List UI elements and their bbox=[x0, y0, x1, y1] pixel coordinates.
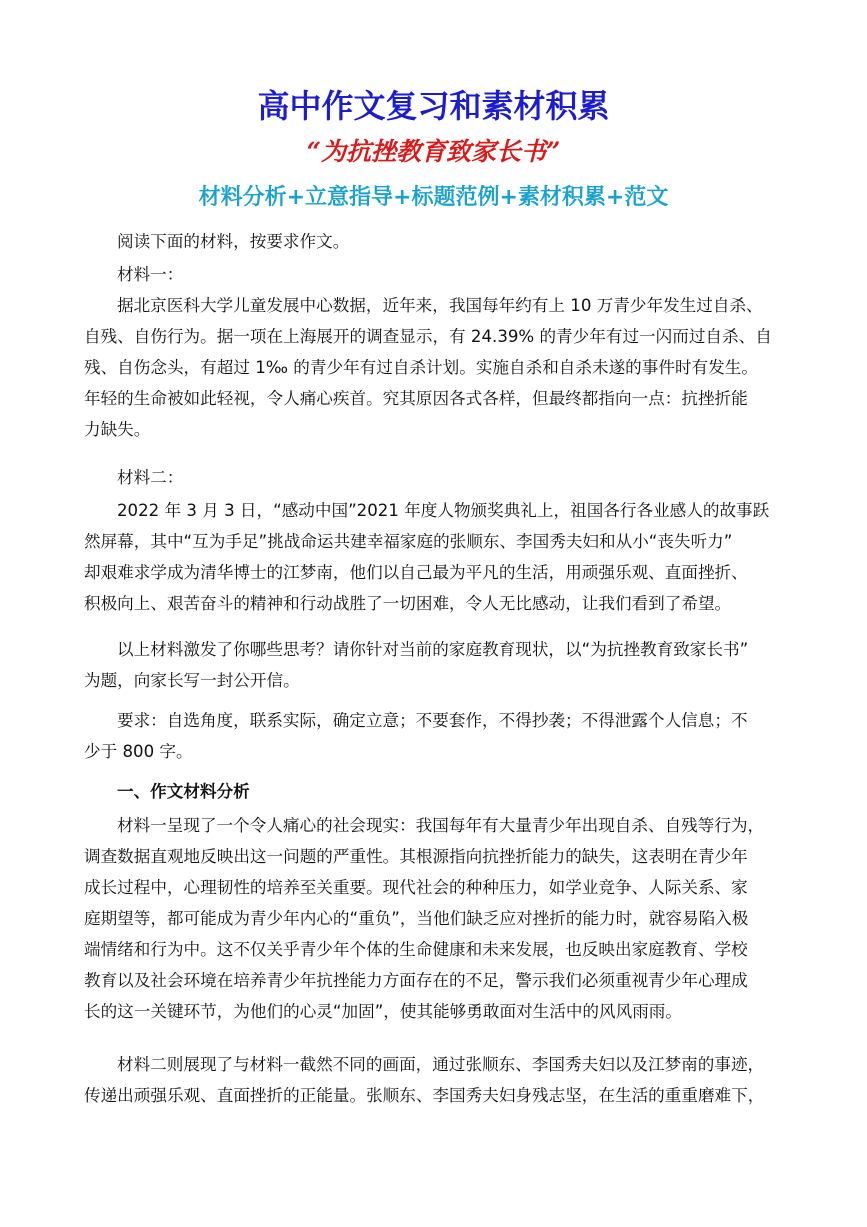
analysis1-line: 调查数据直观地反映出这一问题的严重性。其根源指向抗挫折能力的缺失，这表明在青少年 bbox=[84, 847, 748, 866]
requirement-line: 少于 800 字。 bbox=[84, 742, 193, 761]
section-heading-analysis: 一、作文材料分析 bbox=[117, 782, 250, 801]
material1-line: 据北京医科大学儿童发展中心数据，近年来，我国每年约有上 10 万青少年发生过自杀、 bbox=[117, 296, 763, 315]
material1-line: 自残、自伤行为。据一项在上海展开的调查显示，有 24.39% 的青少年有过一闪而过自杀、自 bbox=[84, 327, 772, 346]
prompt-line: 以上材料激发了你哪些思考？请你针对当前的家庭教育现状，以“为抗挫教育致家长书” bbox=[117, 640, 749, 659]
material2-line: 积极向上、艰苦奋斗的精神和行动战胜了一切困难，令人无比感动，让我们看到了希望。 bbox=[84, 594, 732, 613]
material1-line: 年轻的生命被如此轻视，令人痛心疾首。究其原因各式各样，但最终都指向一点：抗挫折能 bbox=[84, 389, 748, 408]
material1-paragraph bbox=[84, 290, 797, 445]
content-tagline: 材料分析+立意指导+标题范例+素材积累+范文 bbox=[198, 185, 669, 210]
document-title: 高中作文复习和素材积累 bbox=[257, 87, 610, 125]
material2-paragraph bbox=[84, 495, 797, 619]
material1-line: 残、自伤念头，有超过 1‰ 的青少年有过自杀计划。实施自杀和自杀未遂的事件时有发生。 bbox=[84, 358, 758, 377]
analysis2-paragraph bbox=[84, 1049, 797, 1111]
analysis1-line: 教育以及社会环境在培养青少年抗挫能力方面存在的不足，警示我们必须重视青少年心理成 bbox=[84, 971, 748, 990]
material2-label: 材料二： bbox=[117, 468, 184, 487]
intro-line: 阅读下面的材料，按要求作文。 bbox=[117, 232, 350, 251]
material1-label: 材料一： bbox=[117, 265, 184, 284]
analysis1-paragraph bbox=[84, 810, 797, 1027]
material2-line: 却艰难求学成为清华博士的江梦南，他们以自己最为平凡的生活，用顽强乐观、直面挫折、 bbox=[84, 563, 748, 582]
writing-requirements bbox=[84, 705, 797, 767]
requirement-line: 要求：自选角度，联系实际，确定立意；不要套作，不得抄袭；不得泄露个人信息；不 bbox=[117, 711, 748, 730]
material2-line: 然屏幕，其中“互为手足”挑战命运共建幸福家庭的张顺东、李国秀夫妇和从小“丧失听力” bbox=[84, 532, 733, 551]
analysis2-line: 传递出顽强乐观、直面挫折的正能量。张顺东、李国秀夫妇身残志坚，在生活的重重磨难下， bbox=[84, 1086, 765, 1105]
material2-line: 2022 年 3 月 3 日，“感动中国”2021 年度人物颁奖典礼上，祖国各行各业感人的故事跃 bbox=[117, 501, 770, 520]
essay-topic-subtitle: “为抗挫教育致家长书” bbox=[306, 137, 561, 166]
writing-prompt bbox=[84, 634, 797, 696]
prompt-line: 为题，向家长写一封公开信。 bbox=[84, 671, 300, 690]
analysis2-line: 材料二则展现了与材料一截然不同的画面，通过张顺东、李国秀夫妇以及江梦南的事迹， bbox=[117, 1055, 765, 1074]
analysis1-line: 端情绪和行为中。这不仅关乎青少年个体的生命健康和未来发展，也反映出家庭教育、学校 bbox=[84, 940, 748, 959]
analysis1-line: 材料一呈现了一个令人痛心的社会现实：我国每年有大量青少年出现自杀、自残等行为， bbox=[117, 816, 765, 835]
material1-line: 力缺失。 bbox=[84, 420, 151, 439]
analysis1-line: 成长过程中，心理韧性的培养至关重要。现代社会的种种压力，如学业竞争、人际关系、家 bbox=[84, 878, 748, 897]
analysis1-line: 长的这一关键环节，为他们的心灵“加固”，使其能够勇敢面对生活中的风风雨雨。 bbox=[84, 1002, 682, 1021]
analysis1-line: 庭期望等，都可能成为青少年内心的“重负”，当他们缺乏应对挫折的能力时，就容易陷入极 bbox=[84, 909, 749, 928]
